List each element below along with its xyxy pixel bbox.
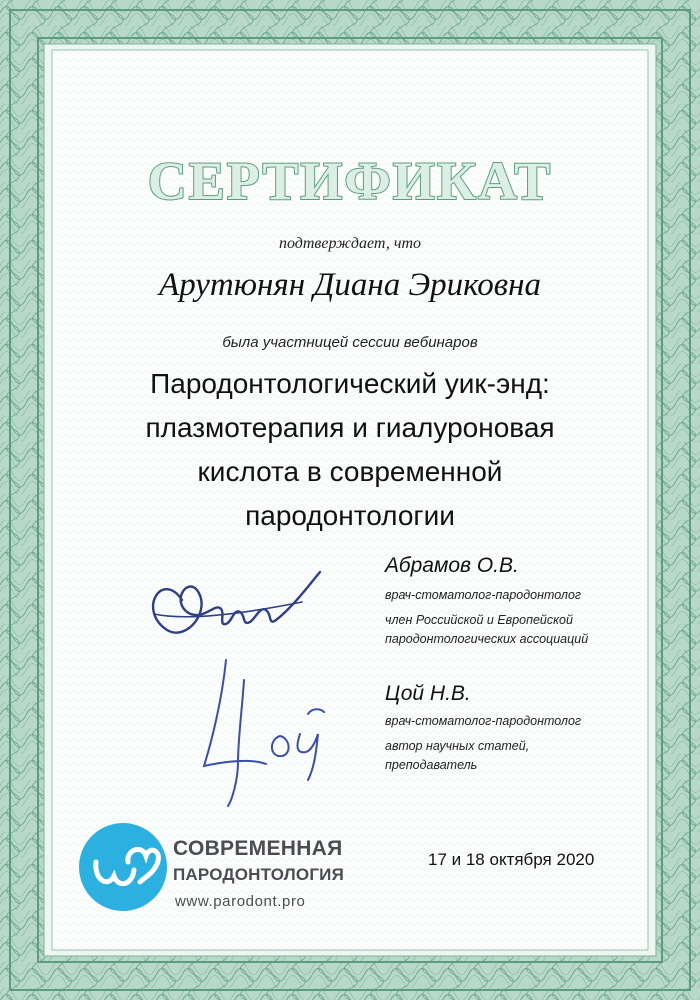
- course-title-line: Пародонтологический уик-энд:: [150, 368, 550, 399]
- logo-text: СОВРЕМЕННАЯ: [173, 837, 343, 860]
- course-title-line: плазмотерапия и гиалуроновая: [145, 412, 555, 443]
- logo-icon: [78, 822, 168, 912]
- certificate-date: 17 и 18 октября 2020: [428, 850, 595, 869]
- signer-description: преподаватель: [385, 758, 478, 772]
- signature-tsoy: [192, 650, 342, 810]
- signer-title: врач-стоматолог-пародонтолог: [385, 714, 582, 728]
- recipient-name: Арутюнян Диана Эриковна: [159, 267, 541, 303]
- confirms-text: подтверждает, что: [278, 235, 422, 252]
- course-title-line: кислота в современной: [197, 456, 503, 487]
- signer-name: Абрамов О.В.: [385, 554, 519, 577]
- logo-website: www.parodont.pro: [175, 893, 306, 910]
- course-title: [92, 362, 608, 538]
- signer-membership: пародонтологических ассоциаций: [385, 632, 589, 646]
- signer-description: автор научных статей,: [385, 739, 530, 753]
- svg-text:СЕРТИФИКАТ: СЕРТИФИКАТ: [147, 151, 553, 211]
- participation-text: была участницей сессии вебинаров: [222, 334, 478, 351]
- certificate-title: [52, 147, 648, 217]
- logo-text: ПАРОДОНТОЛОГИЯ: [173, 865, 345, 884]
- certificate-body: [52, 50, 648, 950]
- signer-membership: член Российской и Европейской: [385, 613, 573, 627]
- signer-title: врач-стоматолог-пародонтолог: [385, 588, 582, 602]
- signer-name: Цой Н.В.: [385, 682, 471, 705]
- course-title-line: пародонтологии: [245, 500, 455, 531]
